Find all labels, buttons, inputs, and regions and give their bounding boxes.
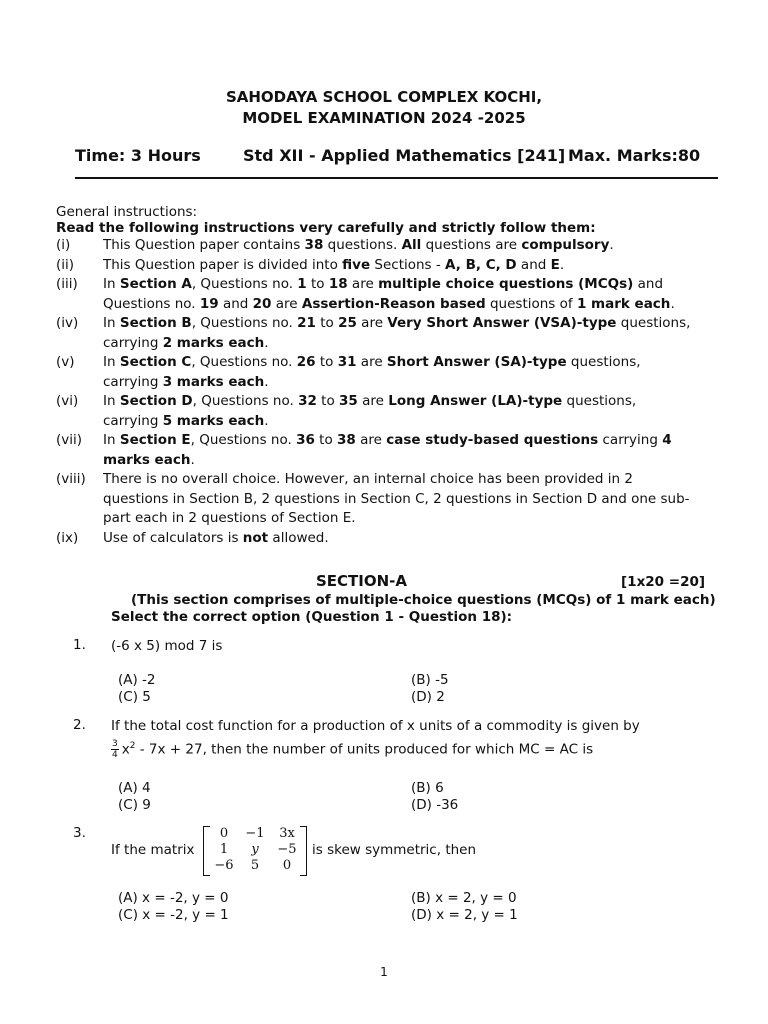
instruction-number: (ix) (56, 530, 79, 546)
instruction-segment: This Question paper is divided into (103, 257, 343, 273)
instruction-segment: There is no overall choice. However, an internal choice has been provided in 2 questions in Section B, 2 questions in Section C, 2 questions in Section D and one sub-part each in 2 questions of Section E. (103, 471, 690, 526)
instruction-segment: to (315, 354, 338, 370)
instruction-emphasis: 2 marks each (162, 334, 265, 351)
instruction-text (103, 392, 693, 431)
instruction-segment: and (218, 295, 253, 312)
question-number: 1. (73, 637, 86, 653)
option-a: (A) x = -2, y = 0 (118, 890, 229, 906)
question-text-post: is skew symmetric, then (312, 842, 477, 858)
instruction-emphasis: 5 marks each (162, 412, 265, 429)
option-d: (D) 2 (411, 689, 445, 705)
instruction-segment: , Questions no. (191, 315, 298, 331)
instruction-emphasis: 26 (296, 354, 316, 370)
matrix-cell: 5 (250, 858, 260, 873)
instruction-emphasis: 36 (296, 432, 315, 448)
instruction-emphasis: compulsory (521, 237, 610, 253)
option-c: (C) 9 (118, 797, 151, 813)
instruction-segment: Sections - (370, 257, 446, 273)
equation-variable: x (121, 741, 130, 758)
instruction-segment: to (315, 315, 339, 331)
section-title: SECTION-A (316, 572, 408, 590)
instruction-emphasis: 3 marks each (162, 373, 265, 390)
instruction-segment: allowed. (268, 530, 329, 546)
instruction-emphasis: Section C (119, 354, 192, 370)
instruction-emphasis: E (550, 257, 560, 273)
option-a: (A) -2 (118, 672, 156, 688)
question-text-pre: If the matrix (111, 842, 195, 858)
instruction-segment: to (316, 393, 339, 409)
instruction-segment: are (271, 295, 302, 312)
general-instructions-subheading: Read the following instructions very carefully and strictly follow them: (56, 220, 596, 236)
instruction-number: (viii) (56, 471, 86, 487)
instruction-segment: This Question paper contains (103, 237, 305, 253)
instruction-text (103, 431, 693, 470)
question-text: If the total cost function for a production of x units of a commodity is given by (111, 718, 640, 734)
matrix-cell: 0 (282, 858, 292, 873)
option-a: (A) 4 (118, 780, 151, 796)
fraction-numerator: 3 (112, 739, 118, 749)
instruction-emphasis: A, B, C, D (445, 257, 517, 273)
instruction-segment: In (103, 315, 120, 331)
general-instructions-heading: General instructions: (56, 204, 198, 220)
equation-exponent: 2 (129, 741, 136, 751)
instruction-segment: . (264, 373, 269, 390)
option-d: (D) -36 (411, 797, 459, 813)
instruction-emphasis: 31 (337, 354, 357, 370)
instruction-text (103, 529, 693, 549)
section-description: (This section comprises of multiple-choice questions (MCQs) of 1 mark each) (131, 592, 716, 608)
option-b: (B) 6 (411, 780, 444, 796)
section-marks: [1x20 =20] (621, 574, 706, 590)
instruction-segment: questions are (421, 237, 522, 253)
instruction-segment: , Questions no. (191, 354, 297, 370)
instruction-segment: . (559, 257, 565, 273)
instruction-text (103, 314, 693, 353)
fraction-denominator: 4 (112, 750, 118, 760)
instruction-emphasis: All (401, 237, 422, 253)
option-b: (B) -5 (411, 672, 449, 688)
instruction-segment: , Questions no. (192, 393, 299, 409)
question-number: 3. (73, 825, 86, 841)
instruction-number: (i) (56, 237, 71, 253)
instruction-segment: are (357, 393, 389, 409)
instruction-segment: questions, carrying (103, 354, 641, 390)
instruction-emphasis: Very Short Answer (VSA)-type (387, 315, 617, 331)
instruction-segment: and (516, 257, 551, 273)
question-number: 2. (73, 717, 86, 733)
instruction-segment: Use of calculators is (103, 530, 243, 546)
instruction-segment: , Questions no. (191, 276, 298, 292)
exam-title: MODEL EXAMINATION 2024 -2025 (242, 109, 526, 127)
page-number: 1 (380, 965, 388, 979)
instruction-number: (vi) (56, 393, 79, 409)
instruction-emphasis: 38 (304, 237, 324, 253)
instruction-emphasis: 20 (252, 295, 272, 312)
max-marks: Max. Marks:80 (568, 146, 701, 165)
instruction-segment: questions. (323, 237, 402, 253)
option-d: (D) x = 2, y = 1 (411, 907, 518, 923)
instruction-emphasis: 1 (297, 276, 307, 292)
instruction-segment: are (356, 354, 387, 370)
instruction-emphasis: Section B (119, 315, 192, 331)
matrix-cell: 0 (219, 826, 229, 841)
instruction-segment: . (264, 334, 269, 351)
instruction-segment: In (103, 393, 120, 409)
matrix-cell: −1 (245, 826, 265, 841)
instruction-number: (iii) (56, 276, 78, 292)
matrix-cell: 3x (279, 826, 295, 841)
instruction-emphasis: 18 (328, 276, 348, 292)
instruction-segment: In (103, 432, 120, 448)
instruction-emphasis: 38 (337, 432, 356, 448)
matrix-left-bracket (203, 826, 210, 876)
matrix-cell: −6 (214, 858, 234, 873)
question-equation (111, 737, 593, 760)
instruction-number: (ii) (56, 257, 75, 273)
exam-time: Time: 3 Hours (75, 146, 201, 165)
option-c: (C) 5 (118, 689, 151, 705)
instruction-emphasis: five (342, 257, 371, 273)
instruction-emphasis: multiple choice questions (MCQs) (378, 276, 634, 292)
option-b: (B) x = 2, y = 0 (411, 890, 517, 906)
instruction-emphasis: Section D (119, 393, 193, 409)
equation-rest: - 7x + 27, then the number of units produced for which MC = AC is (135, 741, 594, 758)
instruction-text (103, 353, 693, 392)
question-text: (-6 x 5) mod 7 is (111, 638, 223, 654)
instruction-segment: . (264, 412, 269, 429)
instruction-emphasis: Short Answer (SA)-type (386, 354, 567, 370)
exam-subject: Std XII - Applied Mathematics [241] (243, 146, 566, 165)
instruction-segment: . (670, 295, 675, 312)
instruction-segment: . (609, 237, 614, 253)
instruction-segment: are (347, 276, 379, 292)
instruction-segment: are (356, 315, 388, 331)
section-select-instruction: Select the correct option (Question 1 - Question 18): (111, 609, 513, 625)
instruction-segment: In (103, 276, 120, 292)
instruction-emphasis: case study-based questions (386, 432, 599, 448)
instruction-emphasis: Section A (119, 276, 192, 292)
instruction-text (103, 256, 693, 276)
instruction-emphasis: 25 (338, 315, 357, 331)
instruction-segment: In (103, 354, 120, 370)
instruction-segment: to (306, 276, 329, 292)
instruction-emphasis: 35 (339, 393, 358, 409)
instruction-segment: questions, carrying (103, 393, 637, 429)
instruction-emphasis: not (242, 530, 269, 546)
matrix-cell: −5 (277, 842, 297, 857)
header-divider (75, 177, 718, 179)
instruction-emphasis: 1 mark each (576, 295, 671, 312)
instruction-number: (v) (56, 354, 75, 370)
instruction-text (103, 470, 693, 529)
school-title: SAHODAYA SCHOOL COMPLEX KOCHI, (225, 88, 543, 106)
instruction-emphasis: Assertion-Reason based (301, 295, 486, 312)
instruction-emphasis: 32 (298, 393, 317, 409)
instruction-emphasis: Section E (119, 432, 191, 448)
instruction-segment: . (190, 451, 195, 468)
matrix-cell: 1 (219, 842, 229, 857)
instruction-number: (iv) (56, 315, 79, 331)
fraction (111, 739, 119, 760)
matrix (203, 826, 307, 874)
instruction-segment: to (314, 432, 338, 448)
instruction-text (103, 275, 693, 314)
instruction-segment: and Questions no. (103, 276, 664, 312)
instruction-emphasis: 19 (199, 295, 219, 312)
instruction-number: (vii) (56, 432, 83, 448)
instruction-text (103, 236, 693, 256)
instruction-segment: carrying (598, 432, 663, 448)
instruction-segment: are (355, 432, 387, 448)
instruction-segment: questions, carrying (103, 315, 691, 351)
instruction-emphasis: Long Answer (LA)-type (388, 393, 563, 409)
option-c: (C) x = -2, y = 1 (118, 907, 229, 923)
instruction-emphasis: 21 (297, 315, 316, 331)
matrix-cell: y (251, 842, 259, 857)
matrix-right-bracket (300, 826, 307, 876)
instruction-segment: questions of (485, 295, 577, 312)
instruction-emphasis: 4 marks each (103, 432, 672, 468)
instruction-segment: , Questions no. (190, 432, 297, 448)
